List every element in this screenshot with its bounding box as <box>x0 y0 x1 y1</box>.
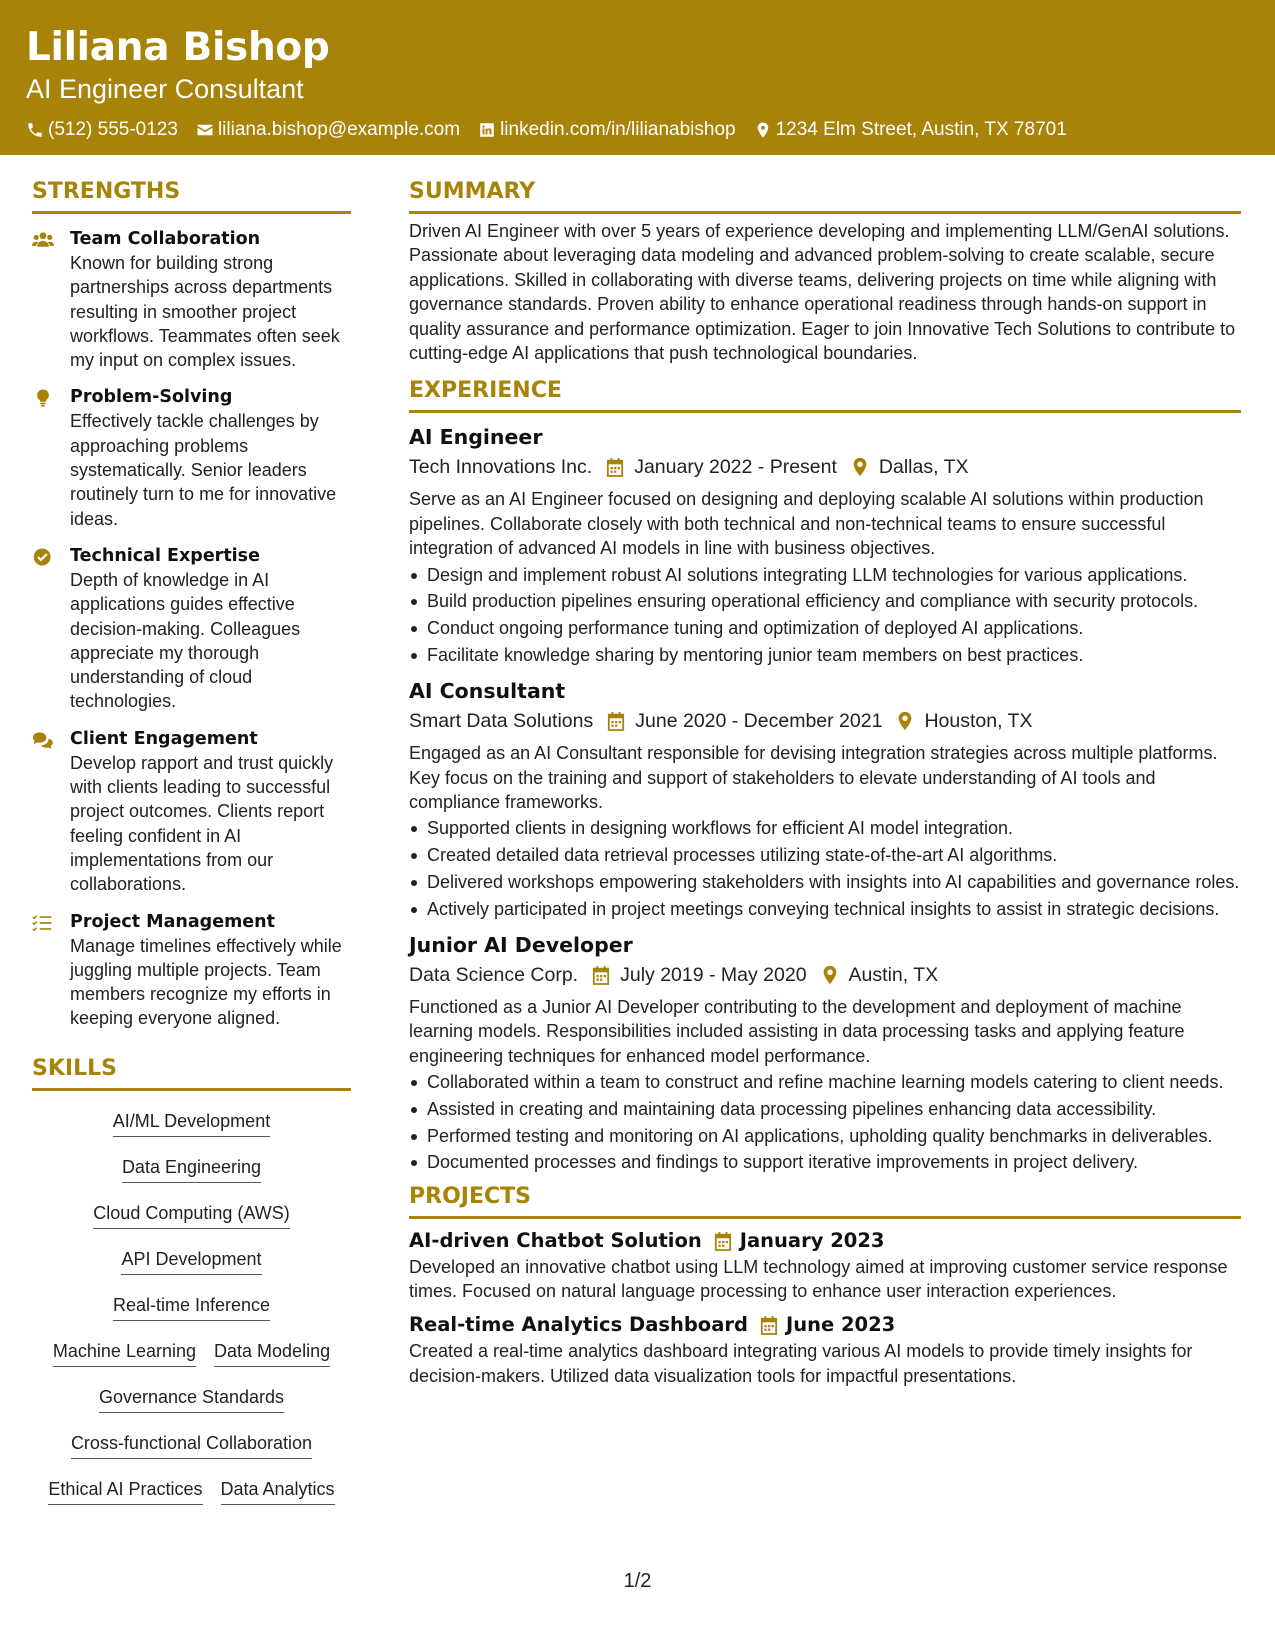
strength-title: Project Management <box>70 911 275 932</box>
contact-email[interactable] <box>196 118 460 142</box>
map-marker-icon <box>754 121 772 139</box>
job-meta <box>409 961 1241 989</box>
summary-heading: SUMMARY <box>409 178 1241 214</box>
project-header <box>409 1311 1241 1339</box>
lightbulb-icon <box>32 388 54 408</box>
users-icon <box>32 230 54 250</box>
linkedin-link[interactable]: linkedin.com/in/lilianabishop <box>500 119 736 140</box>
strength-text: Effectively tackle challenges by approaching problems systematically. Senior leaders routinely turn to me for innovative ideas. <box>70 411 337 529</box>
strength-title: Technical Expertise <box>70 545 260 566</box>
bullet-item: Actively participated in project meetings conveying technical insights to assist in strategic decisions. <box>409 897 1241 921</box>
bullet-item: Created detailed data retrieval processes utilizing state-of-the-art AI algorithms. <box>409 843 1241 867</box>
map-marker-icon <box>896 711 914 731</box>
skill-tag: Governance Standards <box>99 1381 284 1413</box>
check-circle-icon <box>32 547 54 567</box>
project-description: Developed an innovative chatbot using LLM technology aimed at improving customer service response times. Focused on natural language processing to enhance user interaction experiences. <box>409 1256 1228 1302</box>
calendar-icon <box>714 1231 732 1251</box>
contact-phone <box>26 118 178 142</box>
bullet-item: Supported clients in designing workflows for efficient AI model integration. <box>409 816 1241 840</box>
project-entry <box>409 1311 1241 1388</box>
bullet-item: Assisted in creating and maintaining data processing pipelines enhancing data accessibility. <box>409 1097 1241 1121</box>
job-location: Houston, TX <box>924 710 1033 733</box>
skill-tag: Cloud Computing (AWS) <box>93 1197 289 1229</box>
project-header <box>409 1227 1241 1255</box>
skill-tag: AI/ML Development <box>113 1105 270 1137</box>
job-title: AI Engineer <box>409 425 543 450</box>
strength-item <box>32 727 351 897</box>
linkedin-icon <box>478 121 496 139</box>
job-meta <box>409 453 1241 481</box>
calendar-icon <box>607 711 625 731</box>
job-title: Junior AI Developer <box>409 932 633 957</box>
calendar-icon <box>760 1315 778 1335</box>
bullet-item: Documented processes and findings to support iterative improvements in project delivery. <box>409 1150 1241 1174</box>
strength-text: Depth of knowledge in AI applications guides effective decision-making. Colleagues appreciate my thorough understanding of cloud technologies. <box>70 569 301 712</box>
bullet-item: Build production pipelines ensuring operational efficiency and compliance with security protocols. <box>409 589 1241 613</box>
job-company: Smart Data Solutions <box>409 710 594 733</box>
list-check-icon <box>32 913 54 933</box>
strength-text: Known for building strong partnerships across departments resulting in smoother project workflows. Teammates often seek my input on complex issues. <box>70 253 340 371</box>
skill-tag: API Development <box>121 1243 261 1275</box>
calendar-icon <box>592 965 610 985</box>
job-meta <box>409 707 1241 735</box>
strength-item <box>32 910 351 1031</box>
job-title: AI Consultant <box>409 679 566 704</box>
project-entry <box>409 1227 1241 1304</box>
skill-tag: Cross-functional Collaboration <box>71 1427 312 1459</box>
job-description: Engaged as an AI Consultant responsible for devising integration strategies across multiple platforms. Key focus on the training and support of stakeholders to elevate understanding of AI tools and compliance frameworks. <box>409 743 1218 812</box>
job-description: Serve as an AI Engineer focused on designing and deploying scalable AI solutions within production pipelines. Collaborate closely with both technical and non-technical teams to ensure successful integration of advanced AI models in line with business objectives. <box>409 489 1204 559</box>
summary-text: Driven AI Engineer with over 5 years of experience developing and implementing LLM/GenAI solutions. Passionate about leveraging data modeling and advanced problem-solving to create scalable, secure applications. Skilled in collaborating with diverse teams, delivering projects on time while aligning with governance standards. Proven ability to enhance operational readiness through hands-on support in quality assurance and performance optimization. Eager to join Innovative Tech Solutions to contribute to cutting-edge AI applications that push technological boundaries. <box>409 221 1236 364</box>
job-description: Functioned as a Junior AI Developer contributing to the development and deployment of machine learning models. Responsibilities included assisting in data processing tasks and applying feature engineering techniques for enhanced model performance. <box>409 996 1185 1066</box>
calendar-icon <box>606 457 624 477</box>
job-dates: January 2022 - Present <box>634 456 837 479</box>
job-entry <box>409 931 1241 1175</box>
project-title: AI-driven Chatbot Solution <box>409 1228 702 1252</box>
address-text: 1234 Elm Street, Austin, TX 78701 <box>775 119 1067 140</box>
project-title: Real-time Analytics Dashboard <box>409 1313 748 1337</box>
project-description: Created a real-time analytics dashboard integrating various AI models to provide timely insights for decision-makers. Utilized data visualization tools for impactful presentations. <box>409 1341 1193 1386</box>
job-bullets <box>409 1070 1241 1175</box>
strength-title: Team Collaboration <box>70 229 261 249</box>
project-date: June 2023 <box>785 1313 896 1337</box>
skills-heading: SKILLS <box>32 1055 351 1091</box>
map-marker-icon <box>851 457 869 477</box>
projects-heading: PROJECTS <box>409 1183 1241 1219</box>
strength-item <box>32 385 351 530</box>
job-location: Austin, TX <box>848 963 939 986</box>
contact-address <box>754 118 1067 142</box>
candidate-name: Liliana Bishop <box>26 25 330 70</box>
envelope-icon <box>196 121 214 139</box>
left-column <box>32 178 351 1516</box>
bullet-item: Design and implement robust AI solutions integrating LLM technologies for various applications. <box>409 563 1241 587</box>
strength-title: Problem-Solving <box>70 387 233 408</box>
page-number: 1/2 <box>623 1570 652 1592</box>
strength-text: Develop rapport and trust quickly with clients leading to successful project outcomes. Clients report feeling confident in AI implementations from our collaborations. <box>70 752 334 895</box>
right-column <box>409 178 1241 1388</box>
bullet-item: Conduct ongoing performance tuning and optimization of deployed AI applications. <box>409 616 1241 640</box>
project-date: January 2023 <box>739 1228 885 1252</box>
comments-icon <box>32 730 54 750</box>
bullet-item: Delivered workshops empowering stakeholders with insights into AI capabilities and governance roles. <box>409 870 1241 894</box>
skill-tag: Real-time Inference <box>113 1289 270 1321</box>
job-dates: June 2020 - December 2021 <box>635 710 883 733</box>
job-dates: July 2019 - May 2020 <box>620 963 807 986</box>
contact-bar <box>26 118 1249 142</box>
strength-title: Client Engagement <box>70 728 258 749</box>
skill-tag: Machine Learning <box>53 1335 196 1367</box>
strength-text: Manage timelines effectively while juggling multiple projects. Team members recognize my efforts in keeping everyone aligned. <box>70 935 342 1029</box>
bullet-item: Performed testing and monitoring on AI applications, upholding quality benchmarks in deliverables. <box>409 1124 1241 1148</box>
email-link[interactable]: liliana.bishop@example.com <box>217 119 461 140</box>
job-entry <box>409 423 1241 667</box>
skill-tag: Data Analytics <box>221 1473 335 1505</box>
job-bullets <box>409 816 1241 921</box>
candidate-role: AI Engineer Consultant <box>26 74 304 104</box>
job-company: Data Science Corp. <box>409 963 579 986</box>
experience-heading: EXPERIENCE <box>409 377 1241 413</box>
skills-list <box>32 1102 351 1516</box>
bullet-item: Collaborated within a team to construct and refine machine learning models catering to client needs. <box>409 1070 1241 1094</box>
skill-tag: Data Engineering <box>122 1151 261 1183</box>
bullet-item: Facilitate knowledge sharing by mentoring junior team members on best practices. <box>409 643 1241 667</box>
phone-text: (512) 555-0123 <box>48 119 178 140</box>
map-marker-icon <box>821 965 839 985</box>
strengths-heading: STRENGTHS <box>32 178 351 214</box>
contact-linkedin[interactable] <box>478 118 736 142</box>
skill-tag: Data Modeling <box>214 1335 330 1367</box>
job-entry <box>409 677 1241 921</box>
strength-item <box>32 227 351 372</box>
job-location: Dallas, TX <box>878 456 969 479</box>
job-bullets <box>409 563 1241 668</box>
phone-icon <box>26 121 44 139</box>
job-company: Tech Innovations Inc. <box>409 456 593 479</box>
strength-item <box>32 544 351 714</box>
resume-header <box>0 0 1275 155</box>
skill-tag: Ethical AI Practices <box>48 1473 202 1505</box>
